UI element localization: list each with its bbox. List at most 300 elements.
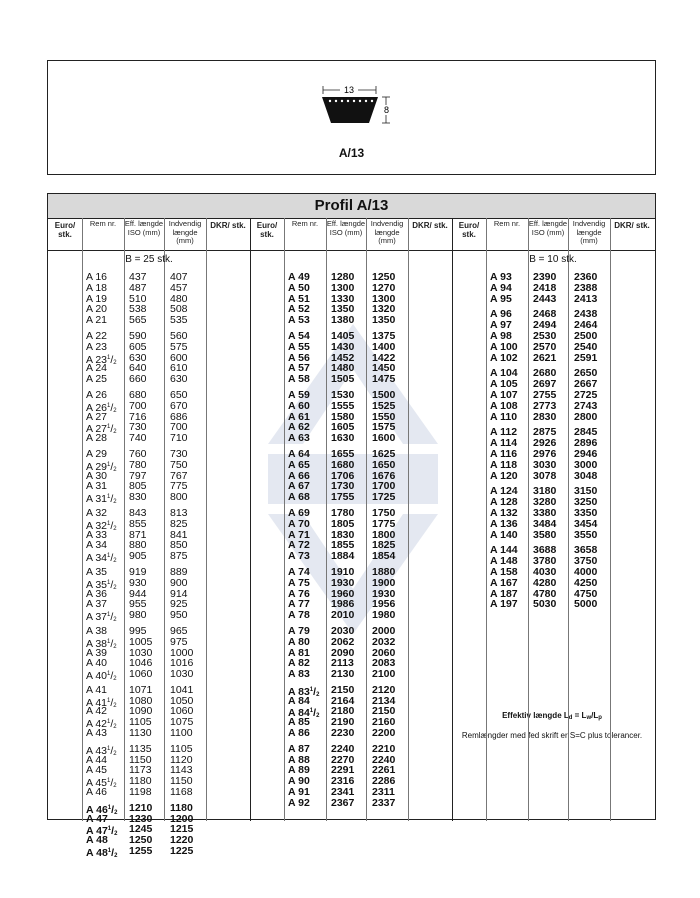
- table-row: [490, 412, 610, 423]
- belt-group: [86, 744, 206, 798]
- belt-group: [490, 368, 610, 422]
- inside-length: 750: [170, 458, 188, 471]
- inside-length: 1270: [372, 281, 396, 294]
- effective-length: 3078: [533, 469, 557, 482]
- inside-length: 2591: [574, 351, 598, 364]
- belt-number: A 81: [288, 646, 310, 659]
- inside-length: 2083: [372, 657, 396, 670]
- effective-length: 1090: [129, 705, 153, 718]
- belt-table: [47, 193, 656, 860]
- belt-number: A 77: [288, 598, 310, 611]
- inside-length: 1030: [170, 668, 194, 681]
- effective-length: 1452: [331, 351, 355, 364]
- inside-length: 2464: [574, 319, 598, 332]
- effective-length: 730: [129, 421, 147, 434]
- belt-number: A 85: [288, 716, 310, 729]
- inside-length: 1120: [170, 753, 193, 766]
- inside-length: 1225: [170, 845, 194, 858]
- belt-number: A 148: [490, 555, 518, 568]
- belt-number: A 92: [288, 796, 310, 809]
- table-row: [288, 315, 408, 326]
- column-divider: [528, 218, 529, 821]
- effective-length: 2062: [331, 635, 355, 648]
- belt-group: [86, 624, 206, 683]
- effective-length: 1380: [331, 314, 355, 327]
- belt-number: A 132: [490, 506, 518, 519]
- belt-number: A 57: [288, 362, 310, 375]
- inside-length: 2337: [372, 796, 396, 809]
- effective-length: 1150: [129, 753, 152, 766]
- height-label: 8: [383, 105, 390, 115]
- header-dkr-2: DKR/ stk.: [412, 221, 448, 230]
- inside-length: 2120: [372, 683, 396, 696]
- belt-number: A 87: [288, 742, 310, 755]
- effective-length: 510: [129, 292, 147, 305]
- effective-length: 1830: [331, 528, 355, 541]
- belt-number: A 51: [288, 292, 310, 305]
- effective-length: 2773: [533, 399, 557, 412]
- effective-length: 1046: [129, 657, 153, 670]
- belt-group: [490, 486, 610, 540]
- table-row: [288, 342, 408, 353]
- effective-length: 1884: [331, 550, 355, 563]
- belt-number: A 40: [86, 657, 108, 670]
- table-row: [288, 433, 408, 444]
- inside-length: 1215: [170, 823, 194, 836]
- inside-length: 3454: [574, 517, 598, 530]
- belt-number: A 52: [288, 303, 310, 316]
- inside-length: 730: [170, 447, 188, 460]
- effective-length: 3780: [533, 555, 557, 568]
- belt-number: A 74: [288, 565, 310, 578]
- inside-length: 925: [170, 598, 188, 611]
- inside-length: 480: [170, 292, 188, 305]
- inside-length: 2150: [372, 705, 396, 718]
- column-divider: [124, 218, 125, 821]
- header-rem-1: Rem nr.: [89, 219, 117, 228]
- table-row: [288, 519, 408, 530]
- inside-length: 2134: [372, 694, 396, 707]
- table-header: [48, 218, 655, 251]
- table-row: [288, 798, 408, 809]
- inside-length: 1375: [372, 329, 396, 342]
- effective-length: 590: [129, 329, 147, 342]
- inside-length: 1075: [170, 716, 194, 729]
- block-divider: [250, 218, 251, 821]
- inside-length: 841: [170, 528, 188, 541]
- belt-number: A $27^1/_2$: [86, 423, 117, 436]
- effective-length: 2530: [533, 329, 557, 342]
- belt-number: A $42^1/_2$: [86, 718, 117, 731]
- inside-length: 2100: [372, 668, 396, 681]
- effective-length: 2030: [331, 624, 355, 637]
- inside-length: 1980: [372, 609, 396, 622]
- belt-group: [288, 685, 408, 739]
- belt-number: A 78: [288, 609, 310, 622]
- effective-length: 805: [129, 480, 147, 493]
- belt-group: [288, 272, 408, 326]
- column-divider: [408, 218, 409, 821]
- table-row: [86, 374, 206, 385]
- belt-number: A 63: [288, 432, 310, 445]
- effective-length: 1480: [331, 362, 355, 375]
- belt-number: A 104: [490, 367, 518, 380]
- header-rem-3: Rem nr.: [493, 219, 521, 228]
- belt-number: A 128: [490, 496, 518, 509]
- header-indv-1: Indvendig længde (mm): [168, 219, 202, 245]
- belt-group: [288, 508, 408, 562]
- header-euro-1: Euro/ stk.: [54, 221, 76, 239]
- belt-number: A 29: [86, 447, 108, 460]
- inside-length: 1854: [372, 550, 396, 563]
- effective-length: 995: [129, 624, 147, 637]
- belt-number: A 69: [288, 506, 310, 519]
- belt-number: A $26^1/_2$: [86, 401, 117, 414]
- header-eff-2: Eff. længde ISO (mm): [326, 219, 366, 237]
- inside-length: 1150: [170, 775, 193, 788]
- inside-length: 4750: [574, 587, 598, 600]
- belt-number: A 90: [288, 775, 310, 788]
- table-row: [86, 315, 206, 326]
- belt-group: [86, 801, 206, 860]
- effective-length: 880: [129, 539, 147, 552]
- effective-length: 1180: [129, 775, 152, 788]
- belt-number: A 167: [490, 576, 518, 589]
- effective-length: 565: [129, 314, 147, 327]
- effective-length: 716: [129, 410, 147, 423]
- table-row: [288, 374, 408, 385]
- belt-number: A 88: [288, 753, 310, 766]
- width-label: 13: [343, 85, 355, 95]
- inside-length: 1050: [170, 694, 194, 707]
- inside-length: 1200: [170, 812, 194, 825]
- table-row: [86, 728, 206, 739]
- effective-length: 1080: [129, 694, 153, 707]
- effective-length: 1198: [129, 786, 152, 799]
- belt-number: A 47: [86, 812, 108, 825]
- belt-number: A $46^1/_2$: [86, 803, 118, 816]
- belt-number: A 55: [288, 340, 310, 353]
- belt-number: A 72: [288, 539, 310, 552]
- belt-number: A 114: [490, 437, 518, 450]
- effective-length: 1173: [129, 764, 152, 777]
- belt-number: A 18: [86, 281, 108, 294]
- belt-number: A 76: [288, 587, 310, 600]
- inside-length: 3000: [574, 458, 598, 471]
- belt-number: A 97: [490, 319, 512, 332]
- effective-length: 1930: [331, 576, 355, 589]
- table-row: [288, 578, 408, 589]
- belt-number: A 118: [490, 458, 518, 471]
- belt-number: A 144: [490, 544, 518, 557]
- belt-list-2: [288, 272, 408, 814]
- inside-length: 2743: [574, 399, 598, 412]
- effective-length: 2926: [533, 437, 557, 450]
- effective-length: 2270: [331, 753, 355, 766]
- effective-length: 1910: [331, 565, 355, 578]
- belt-number: A 54: [288, 329, 310, 342]
- belt-group: [490, 545, 610, 610]
- inside-length: 2286: [372, 775, 396, 788]
- inside-length: 2500: [574, 329, 598, 342]
- belt-group: [288, 390, 408, 444]
- belt-number: A 89: [288, 764, 310, 777]
- table-row: [288, 637, 408, 648]
- belt-number: A 84: [288, 694, 310, 707]
- belt-number: A $31^1/_2$: [86, 493, 117, 506]
- effective-length: 1855: [331, 539, 355, 552]
- belt-number: A 140: [490, 528, 518, 541]
- effective-length: 1130: [129, 727, 152, 740]
- inside-length: 2000: [372, 624, 396, 637]
- effective-length: 487: [129, 281, 147, 294]
- inside-length: 2388: [574, 281, 598, 294]
- belt-number: A 124: [490, 485, 518, 498]
- header-rem-2: Rem nr.: [291, 219, 319, 228]
- effective-length: 2180: [331, 705, 355, 718]
- effective-length: 1655: [331, 447, 355, 460]
- table-row: [86, 519, 206, 530]
- belt-number: A 96: [490, 308, 512, 321]
- belt-number: A $83^1/_2$: [288, 685, 320, 698]
- inside-length: 1060: [170, 705, 194, 718]
- inside-length: 1320: [372, 303, 396, 316]
- effective-length: 905: [129, 550, 147, 563]
- belt-number: A 25: [86, 373, 108, 386]
- inside-length: 1422: [372, 351, 396, 364]
- table-row: [288, 283, 408, 294]
- inside-length: 1800: [372, 528, 396, 541]
- belt-number: A 50: [288, 281, 310, 294]
- belt-number: A 56: [288, 351, 310, 364]
- effective-length: 2367: [331, 796, 355, 809]
- inside-length: 700: [170, 421, 188, 434]
- effective-length: 1805: [331, 517, 355, 530]
- table-row: [490, 342, 610, 353]
- belt-group: [86, 390, 206, 444]
- table-row: [86, 609, 206, 624]
- inside-length: 710: [170, 432, 188, 445]
- effective-length: 538: [129, 303, 147, 316]
- belt-number: A 67: [288, 480, 310, 493]
- belt-group: [86, 685, 206, 739]
- belt-number: A 116: [490, 447, 518, 460]
- effective-length: 605: [129, 340, 147, 353]
- effective-length: 2390: [533, 271, 557, 283]
- effective-length: 1630: [331, 432, 355, 445]
- belt-number: A 39: [86, 646, 108, 659]
- belt-number: A 80: [288, 635, 310, 648]
- belt-number: A $41^1/_2$: [86, 696, 117, 709]
- table-row: [86, 283, 206, 294]
- effective-length: 2755: [533, 388, 557, 401]
- belt-number: A 62: [288, 421, 310, 434]
- column-divider: [284, 218, 285, 821]
- belt-number: A 79: [288, 624, 310, 637]
- effective-length: 1780: [331, 506, 355, 519]
- effective-length: 930: [129, 576, 147, 589]
- belt-number: A 58: [288, 373, 310, 386]
- inside-length: 2160: [372, 716, 396, 729]
- effective-length: 2113: [331, 657, 354, 670]
- belt-number: A 158: [490, 565, 518, 578]
- belt-list-3: [490, 272, 610, 615]
- effective-length: 2164: [331, 694, 355, 707]
- belt-number: A 36: [86, 587, 108, 600]
- inside-length: 1676: [372, 469, 396, 482]
- table-row: [86, 342, 206, 353]
- effective-length: 2150: [331, 683, 355, 696]
- belt-number: A 46: [86, 786, 108, 799]
- belt-number: A 20: [86, 303, 108, 316]
- effective-length: 780: [129, 458, 147, 471]
- inside-length: 457: [170, 281, 188, 294]
- table-row: [86, 578, 206, 589]
- inside-length: 1575: [372, 421, 396, 434]
- belt-group: [86, 506, 206, 565]
- belt-number: A 32: [86, 506, 108, 519]
- batch-note: B = 10 stk.: [529, 254, 577, 265]
- effective-length: 1505: [331, 373, 355, 386]
- inside-length: 1168: [170, 786, 193, 799]
- belt-number: A 105: [490, 378, 518, 391]
- inside-length: 2311: [372, 786, 395, 799]
- inside-length: 3150: [574, 485, 598, 498]
- effective-length: 1245: [129, 823, 153, 836]
- belt-number: A 21: [86, 314, 108, 327]
- header-euro-2: Euro/ stk.: [256, 221, 278, 239]
- belt-number: A 60: [288, 399, 310, 412]
- effective-length: 2830: [533, 410, 557, 423]
- inside-length: 1825: [372, 539, 396, 552]
- header-eff-1: Eff. længde ISO (mm): [124, 219, 164, 237]
- effective-length: 2680: [533, 367, 557, 380]
- effective-length: 1330: [331, 292, 355, 305]
- belt-group: [86, 272, 206, 326]
- table-row: [86, 668, 206, 683]
- effective-length: 2240: [331, 742, 355, 755]
- effective-length: 4030: [533, 565, 557, 578]
- effective-length: 1230: [129, 812, 153, 825]
- belt-number: A 38: [86, 624, 108, 637]
- inside-length: 3350: [574, 506, 598, 519]
- effective-length: 1135: [129, 742, 152, 755]
- belt-number: A 91: [288, 786, 310, 799]
- effective-length: 871: [129, 528, 147, 541]
- table-row: [490, 471, 610, 482]
- inside-length: 950: [170, 609, 188, 622]
- belt-number: A 35: [86, 565, 108, 578]
- inside-length: 1500: [372, 388, 396, 401]
- inside-length: 4250: [574, 576, 598, 589]
- header-indv-3: Indvendig længde (mm): [572, 219, 606, 245]
- effective-length: 3380: [533, 506, 557, 519]
- effective-length: 955: [129, 598, 147, 611]
- effective-length: 3030: [533, 458, 557, 471]
- table-row: [86, 491, 206, 506]
- effective-length: 3180: [533, 485, 557, 498]
- belt-group: [490, 427, 610, 481]
- table-row: [86, 787, 206, 798]
- inside-length: 914: [170, 587, 188, 600]
- inside-length: 2261: [372, 764, 396, 777]
- belt-number: A $29^1/_2$: [86, 460, 117, 473]
- effective-length: 1680: [331, 458, 355, 471]
- belt-number: A 27: [86, 410, 108, 423]
- inside-length: 3250: [574, 496, 598, 509]
- table-row: [490, 530, 610, 541]
- table-row: [490, 578, 610, 589]
- effective-length: 660: [129, 373, 147, 386]
- batch-note: B = 25 stk.: [125, 254, 173, 265]
- belt-number: A 100: [490, 340, 518, 353]
- inside-length: 1700: [372, 480, 396, 493]
- effective-length: 1960: [331, 587, 355, 600]
- belt-number: A 65: [288, 458, 310, 471]
- belt-number: A 83: [288, 668, 310, 681]
- effective-length: 1060: [129, 668, 153, 681]
- belt-number: A 49: [288, 271, 310, 283]
- effective-length: 3280: [533, 496, 557, 509]
- inside-length: 2896: [574, 437, 598, 450]
- table-title: Profil A/13: [48, 194, 655, 219]
- table-row: [288, 669, 408, 680]
- table-row: [86, 550, 206, 565]
- inside-length: 1016: [170, 657, 194, 670]
- effective-length: 2697: [533, 378, 557, 391]
- belt-number: A 82: [288, 657, 310, 670]
- belt-number: A 120: [490, 469, 518, 482]
- inside-length: 1650: [372, 458, 396, 471]
- belt-number: A $34^1/_2$: [86, 552, 117, 565]
- belt-group: [288, 744, 408, 809]
- effective-length: 1986: [331, 598, 355, 611]
- profile-caption: A/13: [338, 146, 365, 160]
- inside-length: 2210: [372, 742, 396, 755]
- inside-length: 1625: [372, 447, 396, 460]
- inside-length: 2946: [574, 447, 598, 460]
- inside-length: 3750: [574, 555, 598, 568]
- effective-length-note: Effektiv længde $L_d = L_w/L_p$: [502, 711, 602, 721]
- belt-number: A 98: [490, 329, 512, 342]
- column-divider: [610, 218, 611, 821]
- inside-length: 2845: [574, 426, 598, 439]
- inside-length: 813: [170, 506, 188, 519]
- table-row: [288, 401, 408, 412]
- belt-number: A 73: [288, 550, 310, 563]
- belt-number: A 86: [288, 727, 310, 740]
- inside-length: 1550: [372, 410, 396, 423]
- inside-length: 965: [170, 624, 188, 637]
- table-row: [288, 728, 408, 739]
- header-indv-2: Indvendig længde (mm): [370, 219, 404, 245]
- effective-length: 1530: [331, 388, 355, 401]
- effective-length: 919: [129, 565, 147, 578]
- belt-number: A 66: [288, 469, 310, 482]
- inside-length: 1880: [372, 565, 396, 578]
- belt-number: A $32^1/_2$: [86, 519, 117, 532]
- effective-length: 843: [129, 506, 147, 519]
- belt-number: A $35^1/_2$: [86, 578, 117, 591]
- inside-length: 1220: [170, 834, 194, 847]
- table-row: [490, 294, 610, 305]
- inside-length: 1143: [170, 764, 193, 777]
- belt-number: A 59: [288, 388, 310, 401]
- belt-group: [288, 626, 408, 680]
- inside-length: 800: [170, 491, 188, 504]
- effective-length: 3688: [533, 544, 557, 557]
- belt-group: [288, 331, 408, 385]
